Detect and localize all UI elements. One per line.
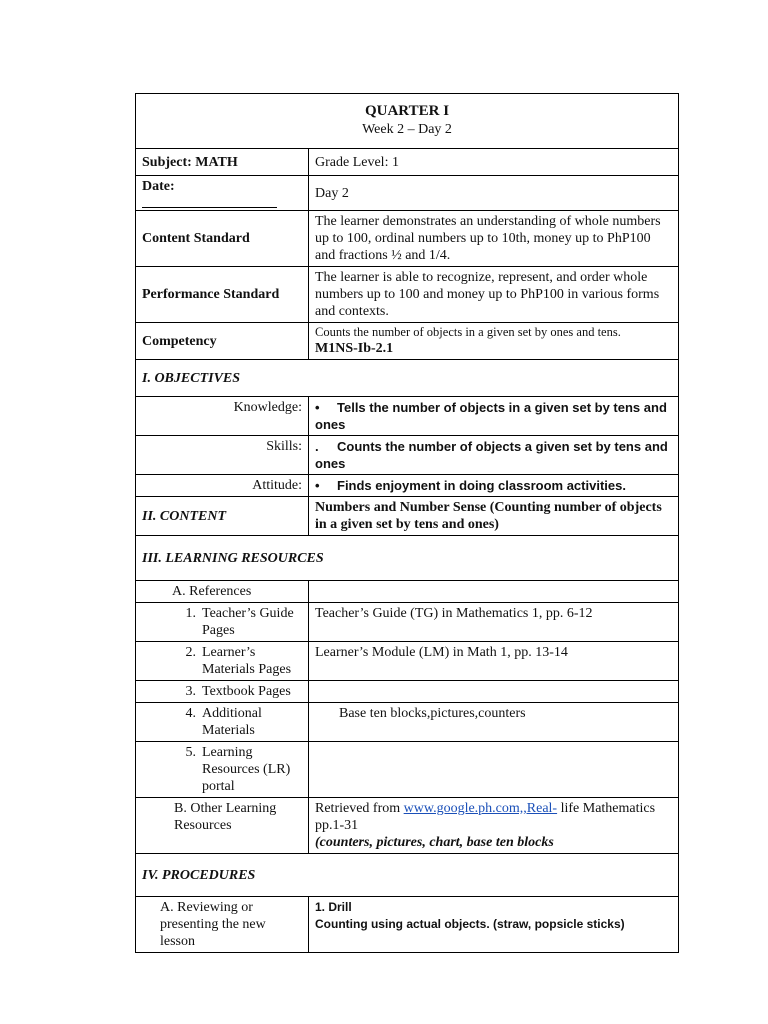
other-resources-label: B. Other Learning Resources bbox=[136, 798, 309, 854]
grade-level: Grade Level: 1 bbox=[309, 149, 679, 176]
procedure-a-row bbox=[136, 897, 679, 953]
competency-code: M1NS-Ib-2.1 bbox=[315, 341, 394, 356]
lesson-plan-document bbox=[135, 93, 678, 953]
resource-label: Teacher’s Guide Pages bbox=[202, 606, 294, 638]
references-value bbox=[309, 581, 679, 603]
date-row bbox=[136, 176, 679, 211]
attitude-bullet: • bbox=[315, 478, 320, 493]
week-day-subtitle: Week 2 – Day 2 bbox=[362, 122, 452, 137]
knowledge-cell bbox=[309, 397, 679, 436]
performance-standard-row bbox=[136, 267, 679, 323]
other-resources-cell bbox=[309, 798, 679, 854]
knowledge-bullet: • bbox=[315, 400, 320, 415]
resource-number: 5. bbox=[185, 745, 196, 760]
competency-row bbox=[136, 323, 679, 360]
title-cell bbox=[136, 94, 679, 149]
resource-label-cell bbox=[136, 603, 309, 642]
other-resources-materials: (counters, pictures, chart, base ten blocks bbox=[315, 835, 554, 850]
resource-number: 2. bbox=[185, 645, 196, 660]
other-resources-row bbox=[136, 798, 679, 854]
resource-label-cell bbox=[136, 742, 309, 798]
performance-standard-text: The learner is able to recognize, represent, and order whole numbers up to 100 and money up to PhP100 in various forms and contexts. bbox=[309, 267, 679, 323]
resource-row bbox=[136, 681, 679, 703]
resource-value bbox=[309, 742, 679, 798]
references-row bbox=[136, 581, 679, 603]
skills-row bbox=[136, 436, 679, 475]
content-text: Numbers and Number Sense (Counting number of objects in a given set by tens and ones) bbox=[309, 497, 679, 536]
content-row bbox=[136, 497, 679, 536]
resource-row bbox=[136, 703, 679, 742]
content-standard-row bbox=[136, 211, 679, 267]
competency-text: Counts the number of objects in a given set by ones and tens. bbox=[315, 325, 621, 339]
knowledge-label: Knowledge: bbox=[136, 397, 309, 436]
procedure-a-label: A. Reviewing or presenting the new lesson bbox=[136, 897, 309, 953]
resource-label-cell bbox=[136, 642, 309, 681]
resource-number: 4. bbox=[185, 706, 196, 721]
resource-row bbox=[136, 642, 679, 681]
procedures-heading-row bbox=[136, 854, 679, 897]
subject-label: Subject: MATH bbox=[136, 149, 309, 176]
subject-row bbox=[136, 149, 679, 176]
resource-label: Learning Resources (LR) portal bbox=[202, 745, 291, 794]
attitude-cell bbox=[309, 475, 679, 497]
resource-value: Learner’s Module (LM) in Math 1, pp. 13-14 bbox=[309, 642, 679, 681]
quarter-title: QUARTER I bbox=[364, 103, 450, 119]
competency-cell bbox=[309, 323, 679, 360]
skills-text: Counts the number of objects a given set by tens and ones bbox=[315, 439, 668, 471]
drill-title: 1. Drill bbox=[315, 900, 352, 914]
learning-resources-heading: III. LEARNING RESOURCES bbox=[136, 536, 679, 581]
resource-value bbox=[309, 681, 679, 703]
procedure-a-cell bbox=[309, 897, 679, 953]
date-cell bbox=[136, 176, 309, 211]
content-heading: II. CONTENT bbox=[136, 497, 309, 536]
attitude-label: Attitude: bbox=[136, 475, 309, 497]
other-resources-suffix: life Mathematics pp.1-31 bbox=[315, 801, 656, 833]
title-row bbox=[136, 94, 679, 149]
resource-label: Additional Materials bbox=[202, 706, 262, 738]
resource-row bbox=[136, 742, 679, 798]
competency-label: Competency bbox=[136, 323, 309, 360]
other-resources-prefix: Retrieved from bbox=[315, 801, 404, 816]
references-label: A. References bbox=[136, 581, 309, 603]
resource-value: Base ten blocks,pictures,counters bbox=[309, 703, 679, 742]
learning-resources-heading-row bbox=[136, 536, 679, 581]
skills-label: Skills: bbox=[136, 436, 309, 475]
resource-row bbox=[136, 603, 679, 642]
drill-text: Counting using actual objects. (straw, popsicle sticks) bbox=[315, 917, 625, 931]
objectives-heading: I. OBJECTIVES bbox=[136, 360, 679, 397]
content-standard-text: The learner demonstrates an understanding of whole numbers up to 100, ordinal numbers up to 10th, money up to PhP100 and fractions ½ and 1/4. bbox=[309, 211, 679, 267]
resource-label-cell bbox=[136, 681, 309, 703]
date-value: Day 2 bbox=[309, 176, 679, 211]
performance-standard-label: Performance Standard bbox=[136, 267, 309, 323]
knowledge-row bbox=[136, 397, 679, 436]
date-blank-line bbox=[142, 207, 277, 208]
date-label: Date: bbox=[142, 179, 175, 194]
resource-number: 1. bbox=[185, 606, 196, 621]
resource-number: 3. bbox=[185, 684, 196, 699]
resource-label: Learner’s Materials Pages bbox=[202, 645, 292, 677]
resource-label-cell bbox=[136, 703, 309, 742]
skills-cell bbox=[309, 436, 679, 475]
resource-label: Textbook Pages bbox=[202, 684, 291, 699]
procedures-heading: IV. PROCEDURES bbox=[136, 854, 679, 897]
attitude-row bbox=[136, 475, 679, 497]
lesson-plan-table bbox=[135, 93, 679, 953]
content-standard-label: Content Standard bbox=[136, 211, 309, 267]
resource-value: Teacher’s Guide (TG) in Mathematics 1, pp. 6-12 bbox=[309, 603, 679, 642]
objectives-heading-row bbox=[136, 360, 679, 397]
attitude-text: Finds enjoyment in doing classroom activities. bbox=[337, 478, 626, 493]
google-link[interactable]: www.google.ph.com,,Real- bbox=[403, 801, 558, 816]
knowledge-text: Tells the number of objects in a given set by tens and ones bbox=[315, 400, 667, 432]
skills-bullet: . bbox=[315, 439, 319, 454]
